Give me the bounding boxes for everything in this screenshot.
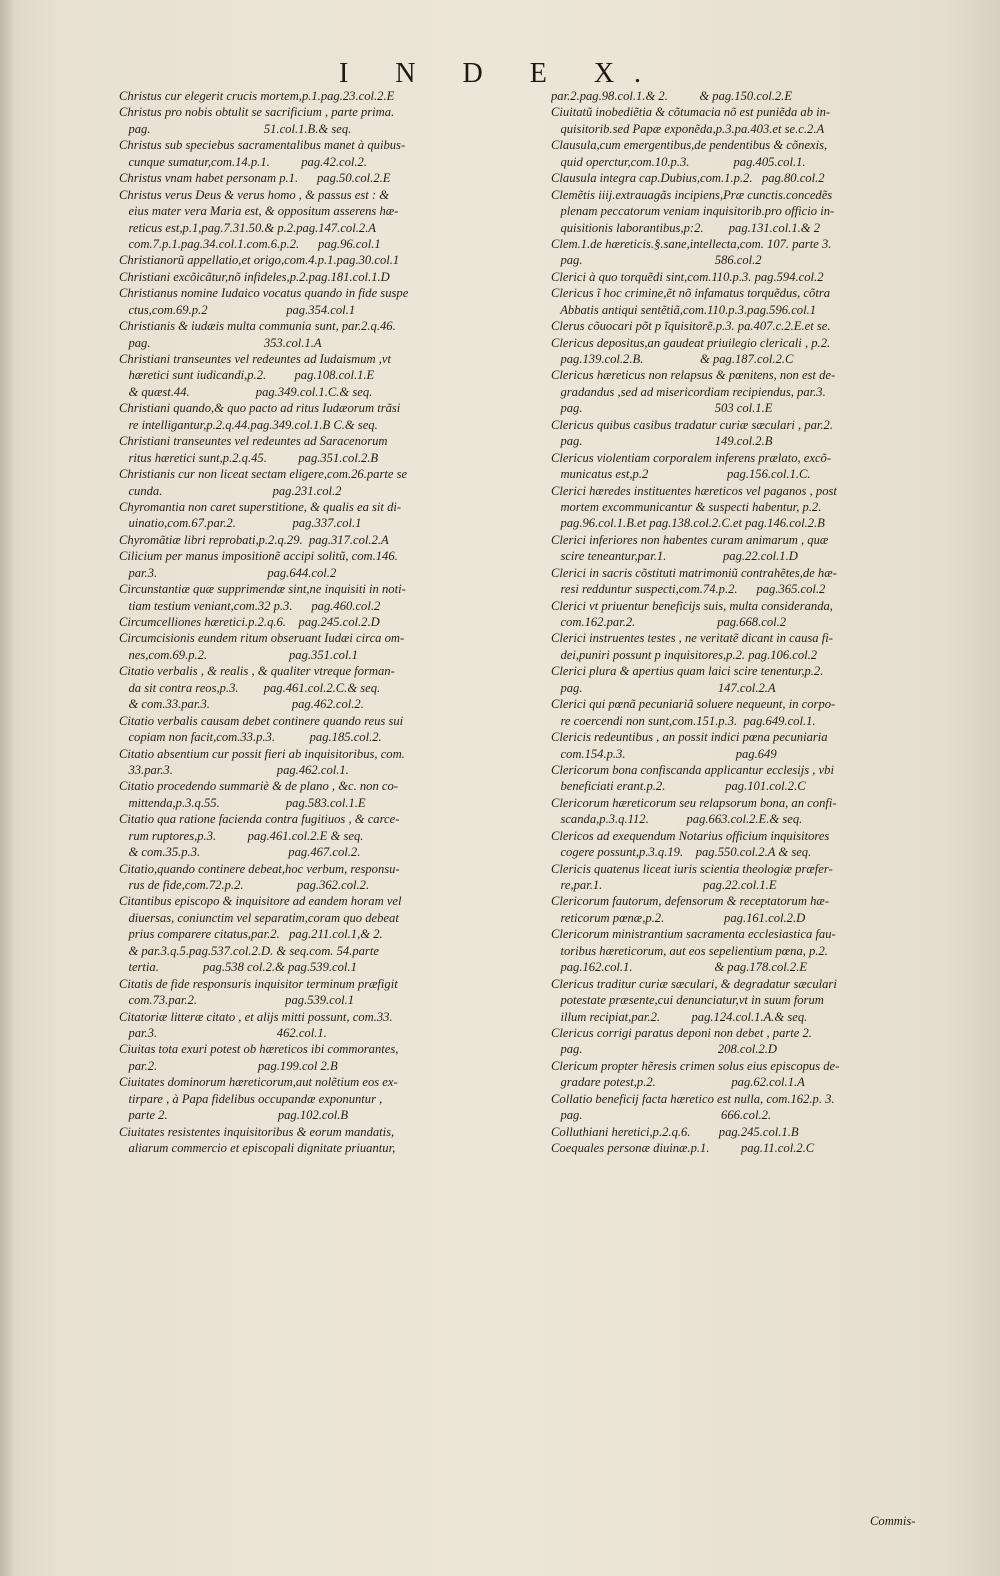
index-line: Clericus ĩ hoc crimine,ẽt nõ infamatus torquẽdus, cõtra — [551, 286, 831, 301]
index-line: pag. 586.col.2 — [551, 253, 762, 268]
index-line: Coequales personæ diuinæ.p.1. pag.11.col.2.C — [551, 1141, 815, 1155]
index-line: nes,com.69.p.2. pag.351.col.1 — [119, 647, 358, 662]
index-line: par.3. pag.644.col.2 — [119, 565, 337, 580]
index-line: pag. 149.col.2.B — [551, 434, 773, 449]
index-line: com.73.par.2. pag.539.col.1 — [119, 993, 355, 1008]
index-line: Citatio qua ratione facienda contra fugitiuos , & carce- — [119, 812, 400, 827]
index-line: gradare potest,p.2. pag.62.col.1.A — [551, 1075, 805, 1090]
index-line: Christus vnam habet personam p.1. pag.50.col.2.E — [119, 171, 391, 186]
index-line: Citatio verbalis , & realis , & qualiter vtreque forman- — [119, 664, 395, 679]
index-line: tirpare , à Papa fidelibus occupandæ exponuntur , — [119, 1091, 383, 1106]
index-line: quisitionis laborantibus,p:2. pag.131.col.1.& 2 — [551, 220, 821, 235]
index-line: uinatio,com.67.par.2. pag.337.col.1 — [119, 516, 362, 531]
index-line: Clericorum bona confiscanda applicantur ecclesijs , vbi — [551, 762, 834, 777]
index-line: cunque sumatur,com.14.p.1. pag.42.col.2. — [119, 154, 368, 169]
index-line: Clerici inferiores non habentes curam animarum , quæ — [551, 532, 829, 547]
index-line: Christiani transeuntes vel redeuntes ad Saracenorum — [119, 434, 388, 449]
index-line: re intelligantur,p.2.q.44.pag.349.col.1.B C.& seq. — [119, 417, 378, 432]
index-line: Collatio beneficij facta hæretico est nulla, com.162.p. 3. — [551, 1091, 835, 1106]
index-line: hæretici sunt iudicandi,p.2. pag.108.col.1.E — [119, 368, 375, 383]
index-line: Clerus cõuocari põt p ĩquisitorẽ.p.3. pa.407.c.2.E.et se. — [551, 319, 831, 334]
index-line: Clerici in sacris cõstituti matrimoniũ contrahẽtes,de hæ- — [551, 565, 837, 580]
index-line: Clerici qui pœnã pecuniariã soluere nequeunt, in corpo- — [551, 697, 836, 712]
index-line: Clericus traditur curiæ sæculari, & degradatur sæculari — [551, 976, 837, 991]
index-line: Ciuitatũ inobediẽtia & cõtumacia nõ est puniẽda ab in- — [551, 105, 831, 120]
index-line: Christianus nomine Iudaico vocatus quando in fide suspe — [119, 286, 409, 301]
index-line: Clerici instruentes testes , ne veritatẽ dicant in causa fi- — [551, 631, 833, 646]
index-line: mittenda,p.3.q.55. pag.583.col.1.E — [119, 795, 366, 810]
index-line: par.3. 462.col.1. — [119, 1025, 327, 1040]
index-line: Christus pro nobis obtulit se sacrificium , parte prima. — [119, 105, 395, 120]
index-line: Clerici plura & apertius quam laici scire tenentur,p.2. — [551, 664, 824, 679]
index-line: pag. 666.col.2. — [551, 1108, 772, 1123]
index-line: eius mater vera Maria est, & oppositum asserens hæ- — [119, 204, 399, 219]
index-line: pag. 147.col.2.A — [551, 680, 776, 695]
index-line: parte 2. pag.102.col.B — [119, 1108, 349, 1123]
index-line: pag. 503 col.1.E — [551, 401, 773, 416]
index-line: Ciuitates resistentes inquisitoribus & eorum mandatis, — [119, 1124, 395, 1139]
index-line: Ciuitates dominorum hæreticorum,aut nolẽtium eos ex- — [119, 1075, 398, 1090]
index-line: Clericos ad exequendum Notarius officium inquisitores — [551, 828, 830, 843]
index-line: Christus verus Deus & verus homo , & passus est : & — [119, 187, 390, 202]
index-line: Christus sub speciebus sacramentalibus manet à quibus- — [119, 138, 406, 153]
index-line: Christianis & iudæis multa communia sunt, par.2.q.46. — [119, 319, 396, 334]
index-line: rum ruptores,p.3. pag.461.col.2.E & seq. — [119, 828, 364, 843]
index-line: & com.35.p.3. pag.467.col.2. — [119, 845, 361, 860]
index-line: illum recipiat,par.2. pag.124.col.1.A.& seq. — [551, 1009, 808, 1024]
index-line: Christiani transeuntes vel redeuntes ad Iudaismum ,vt — [119, 352, 392, 366]
index-line: Clericus quibus casibus tradatur curiæ sæculari , par.2. — [551, 417, 833, 432]
index-line: Clericorum fautorum, defensorum & receptatorum hæ- — [551, 894, 829, 909]
index-line: resi redduntur suspecti,com.74.p.2. pag.365.col.2 — [551, 582, 826, 597]
index-line: pag.139.col.2.B. & pag.187.col.2.C — [551, 352, 794, 366]
index-line: pag.162.col.1. & pag.178.col.2.E — [551, 960, 808, 975]
index-line: mortem excommunicantur & suspecti habentur, p.2. — [551, 499, 822, 514]
index-line: gradandus ,sed ad misericordiam recipiendus, par.3. — [551, 384, 826, 399]
index-line: Clericorum hæreticorum seu relapsorum bona, an confi- — [551, 795, 837, 810]
index-line: Citatio procedendo summariè & de plano , &c. non co- — [119, 779, 399, 794]
index-line: Clerici vt priuentur beneficijs suis, multa consideranda, — [551, 598, 833, 613]
index-line: Cilicium per manus impositionẽ accipi solitũ, com.146. — [119, 549, 398, 564]
index-line: Clericis quatenus liceat iuris scientia theologiæ præfer- — [551, 861, 833, 876]
index-line: Circumcelliones hæretici.p.2.q.6. pag.245.col.2.D — [119, 615, 380, 629]
index-line: Christiani quando,& quo pacto ad ritus Iudæorum trãsi — [119, 401, 401, 416]
index-line: ritus hæretici sunt,p.2.q.45. pag.351.col.2.B — [119, 450, 379, 465]
index-line: Christiani excõicãtur,nõ infideles,p.2.pag.181.col.1.D — [119, 269, 390, 284]
index-line: Circunstantiæ quæ supprimendæ sint,ne inquisiti in noti- — [119, 582, 406, 597]
index-line: Clausula,cum emergentibus,de pendentibus & cõnexis, — [551, 138, 828, 153]
index-line: Chyromantia non caret superstitione, & qualis ea sit di- — [119, 499, 402, 514]
index-line: pag. 353.col.1.A — [119, 335, 322, 350]
index-line: municatus est,p.2 pag.156.col.1.C. — [551, 467, 811, 482]
index-line: pag. 208.col.2.D — [551, 1042, 777, 1057]
right-column — [551, 88, 963, 1156]
index-line: beneficiati erant.p.2. pag.101.col.2.C — [551, 779, 806, 794]
index-line: com.162.par.2. pag.668.col.2 — [551, 615, 787, 629]
index-line: tiam testium veniant,com.32 p.3. pag.460.col.2 — [119, 598, 381, 613]
index-line: toribus hæreticorum, aut eos sepelientium pœna, p.2. — [551, 943, 828, 958]
index-line: Citatio absentium cur possit fieri ab inquisitoribus, com. — [119, 746, 405, 761]
index-line: & quæst.44. pag.349.col.1.C.& seq. — [119, 384, 373, 399]
index-line: Clericus depositus,an gaudeat priuilegio clericali , p.2. — [551, 335, 831, 350]
index-line: par.2.pag.98.col.1.& 2. & pag.150.col.2.E — [551, 89, 793, 103]
index-line: diuersas, coniunctim vel separatim,coram quo debeat — [119, 910, 399, 925]
index-line: re,par.1. pag.22.col.1.E — [551, 878, 777, 892]
index-line: da sit contra reos,p.3. pag.461.col.2.C.& seq. — [119, 680, 381, 695]
index-line: cogere possunt,p.3.q.19. pag.550.col.2.A & seq. — [551, 845, 812, 860]
index-line: aliarum commercio et episcopali dignitate priuantur, — [119, 1141, 396, 1155]
index-line: Clericus corrigi paratus deponi non debet , parte 2. — [551, 1025, 812, 1040]
index-line: potestate præsente,cui denunciatur,vt in suum forum — [551, 993, 824, 1008]
index-line: Christus cur elegerit crucis mortem,p.1.pag.23.col.2.E — [119, 89, 395, 103]
index-line: Citatio,quando continere debeat,hoc verbum, responsu- — [119, 861, 400, 876]
index-line: plenam peccatorum veniam inquisitorib.pro officio in- — [551, 204, 835, 219]
page-header: I N D E X. — [338, 58, 662, 89]
index-line: ctus,com.69.p.2 pag.354.col.1 — [119, 302, 356, 317]
index-line: Abbatis antiqui sentẽtiã,com.110.p.3.pag.596.col.1 — [551, 302, 817, 317]
index-line: par.2. pag.199.col 2.B — [119, 1058, 338, 1073]
index-line: Chyromãtiæ libri reprobati,p.2.q.29. pag.317.col.2.A — [119, 532, 389, 547]
index-line: Clericum propter hẽresis crimen solus eius episcopus de- — [551, 1058, 840, 1073]
index-line: Clem.1.de hæreticis.§.sane,intellecta,com. 107. parte 3. — [551, 236, 832, 251]
index-line: copiam non facit,com.33.p.3. pag.185.col.2. — [119, 730, 382, 745]
index-line: pag. 51.col.1.B.& seq. — [119, 121, 352, 136]
index-line: re coercendi non sunt,com.151.p.3. pag.649.col.1. — [551, 713, 816, 728]
index-line: quisitorib.sed Papæ exponẽda,p.3.pa.403.et se.c.2.A — [551, 121, 825, 136]
index-line: prius comparere citatus,par.2. pag.211.col.1,& 2. — [119, 927, 383, 942]
index-line: Clerici hæredes instituentes hæreticos vel paganos , post — [551, 483, 837, 498]
index-line: scire teneantur,par.1. pag.22.col.1.D — [551, 549, 798, 564]
index-line: quid operctur,com.10.p.3. pag.405.col.1. — [551, 154, 806, 169]
index-line: Ciuitas tota exuri potest ob hæreticos ibi commorantes, — [119, 1042, 399, 1057]
index-line: Clericis redeuntibus , an possit indici pœna pecuniaria — [551, 730, 828, 745]
index-line: Citantibus episcopo & inquisitore ad eandem horam vel — [119, 894, 402, 909]
index-line: & par.3.q.5.pag.537.col.2.D. & seq.com. 54.parte — [119, 943, 379, 958]
index-line: com.154.p.3. pag.649 — [551, 746, 777, 761]
index-line: Christianorũ appellatio,et origo,com.4.p.1.pag.30.col.1 — [119, 253, 400, 268]
index-line: scanda,p.3.q.112. pag.663.col.2.E.& seq. — [551, 812, 803, 827]
index-line: Clericus hæreticus non relapsus & pœnitens, non est de- — [551, 368, 836, 383]
index-line: Christianis cur non liceat sectam eligere,com.26.parte se — [119, 467, 408, 482]
index-line: Clausula integra cap.Dubius,com.1.p.2. pag.80.col.2 — [551, 171, 825, 186]
index-line: Clemẽtis iiij.extrauagãs incipiens,Præ cunctis.concedẽs — [551, 187, 833, 202]
index-line: dei,puniri possunt p inquisitores,p.2. pag.106.col.2 — [551, 647, 818, 662]
index-line: Clericus violentiam corporalem inferens prælato, excõ- — [551, 450, 832, 465]
index-line: Clericorum ministrantium sacramenta ecclesiastica fau- — [551, 927, 836, 942]
index-line: 33.par.3. pag.462.col.1. — [119, 762, 349, 777]
index-line: Citatis de fide responsuris inquisitor terminum præfigit — [119, 976, 398, 991]
index-line: & com.33.par.3. pag.462.col.2. — [119, 697, 364, 712]
index-line: pag.96.col.1.B.et pag.138.col.2.C.et pag.146.col.2.B — [551, 516, 825, 531]
left-column — [119, 88, 544, 1156]
index-line: Colluthiani heretici,p.2.q.6. pag.245.col.1.B — [551, 1124, 799, 1139]
index-line: Citatoriæ litteræ citato , et alijs mitti possunt, com.33. — [119, 1009, 393, 1024]
index-line: tertia. pag.538 col.2.& pag.539.col.1 — [119, 960, 357, 975]
catchword: Commis- — [870, 1514, 916, 1528]
index-line: Circumcisionis eundem ritum obseruant Iudæi circa om- — [119, 631, 405, 646]
index-line: reticorum pœnæ,p.2. pag.161.col.2.D — [551, 910, 806, 925]
index-line: reticus est,p.1,pag.7.31.50.& p.2.pag.147.col.2.A — [119, 220, 376, 235]
index-line: Citatio verbalis causam debet continere quando reus sui — [119, 713, 404, 728]
index-line: Clerici à quo torquẽdi sint,com.110.p.3. pag.594.col.2 — [551, 269, 824, 284]
index-line: com.7.p.1.pag.34.col.1.com.6.p.2. pag.96.col.1 — [119, 236, 381, 251]
index-line: rus de fide,com.72.p.2. pag.362.col.2. — [119, 878, 370, 892]
index-line: cunda. pag.231.col.2 — [119, 483, 342, 498]
